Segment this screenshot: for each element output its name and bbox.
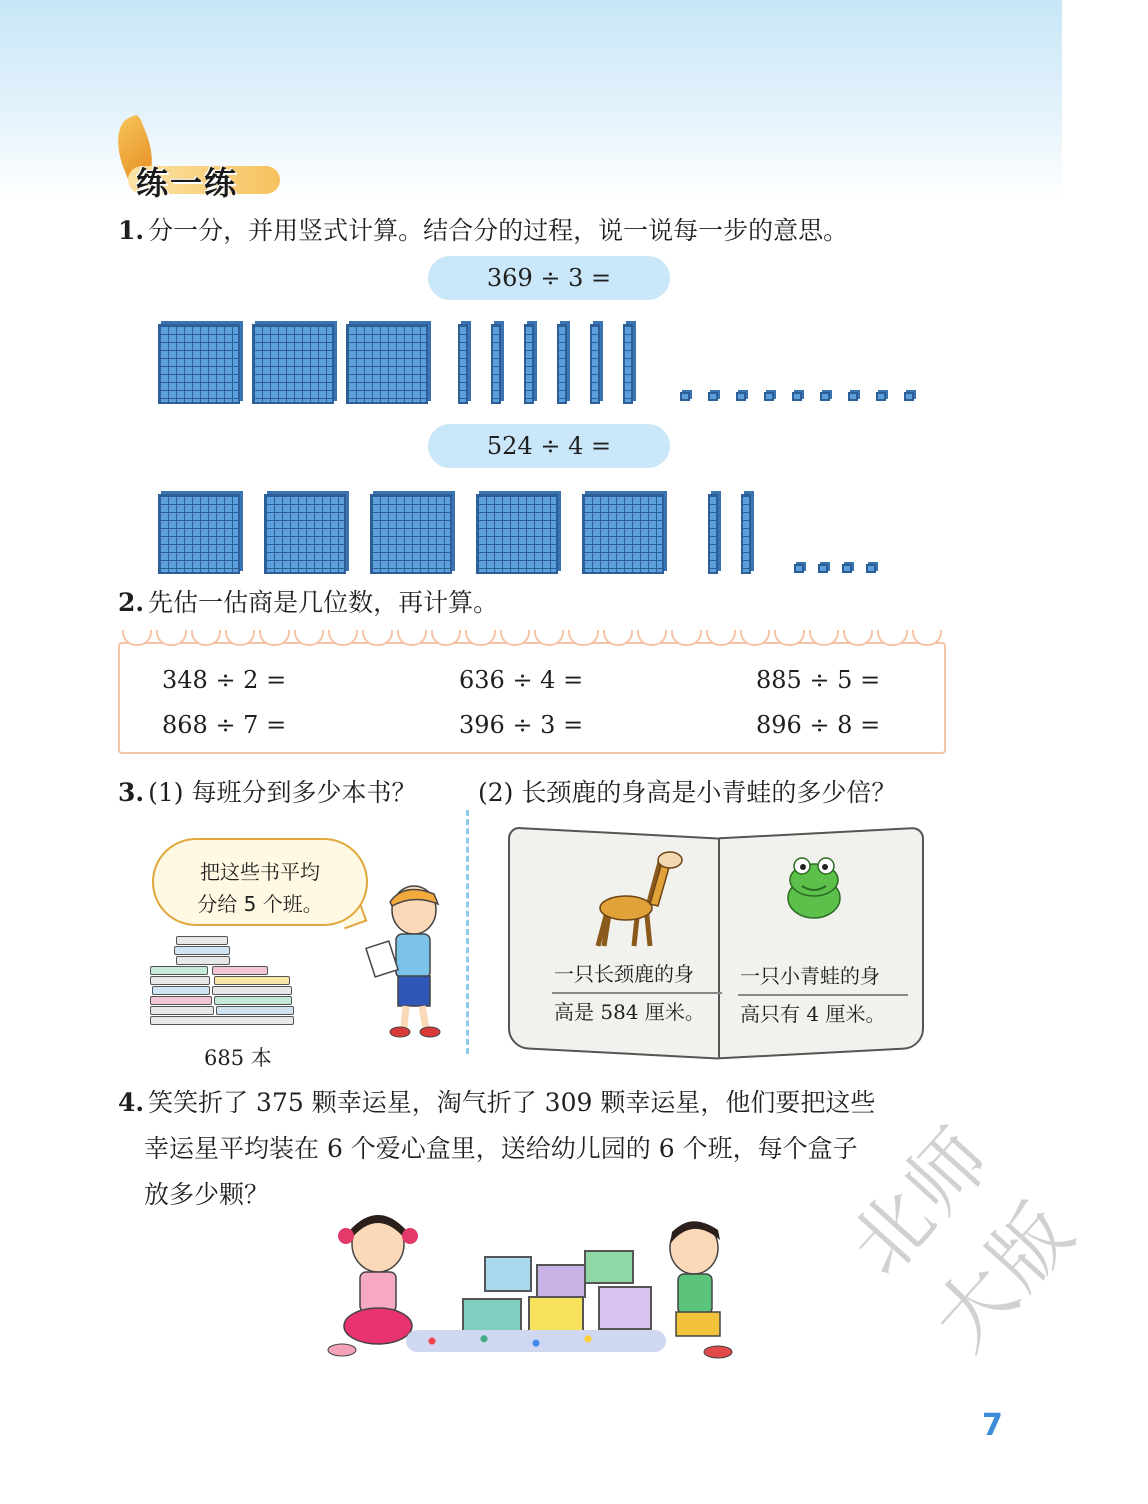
- question-3-part-1-text: (1) 每班分到多少本书？: [148, 778, 417, 807]
- unit-cube: [818, 564, 828, 573]
- question-1: [118, 214, 848, 248]
- equation: 896 ÷ 8 =: [756, 711, 881, 739]
- gift-box: [584, 1250, 634, 1284]
- hundred-block: [476, 494, 558, 574]
- book-stacks-illustration: [150, 936, 296, 1028]
- unit-cube: [736, 392, 746, 401]
- problem-a-pill: 369 ÷ 3 =: [428, 256, 670, 300]
- caption-rule: [738, 994, 908, 996]
- unit-cube: [842, 564, 852, 573]
- hundred-block: [582, 494, 664, 574]
- equation: 885 ÷ 5 =: [756, 666, 881, 694]
- hundred-block: [370, 494, 452, 574]
- gift-box: [536, 1264, 586, 1298]
- ten-rod: [458, 324, 468, 404]
- question-3-number: 3.: [118, 778, 145, 807]
- question-4-text-line-1: 笑笑折了 375 颗幸运星，淘气折了 309 颗幸运星，他们要把这些: [148, 1088, 876, 1117]
- caption-rule: [552, 992, 722, 994]
- unit-cube: [708, 392, 718, 401]
- boy-with-clipboard-illustration: [364, 880, 454, 1040]
- speech-line: 分给 5 个班。: [197, 892, 323, 916]
- hundred-block: [252, 324, 334, 404]
- equation: 396 ÷ 3 =: [459, 711, 584, 739]
- gift-box: [598, 1286, 652, 1330]
- speech-line: 把这些书平均: [200, 860, 320, 884]
- giraffe-caption-line-2: 高是 584 厘米。: [554, 1000, 705, 1024]
- publisher-watermark: 北师大版: [833, 1110, 1094, 1368]
- equation: 868 ÷ 7 =: [162, 711, 287, 739]
- ten-rod: [623, 324, 633, 404]
- question-2: [118, 586, 498, 620]
- ten-rod: [557, 324, 567, 404]
- hundred-block: [346, 324, 428, 404]
- equation: 348 ÷ 2 =: [162, 666, 287, 694]
- ten-rod: [590, 324, 600, 404]
- ten-rod: [741, 494, 751, 574]
- hundred-block: [158, 324, 240, 404]
- question-1-text: 分一分，并用竖式计算。结合分的过程，说一说每一步的意思。: [148, 216, 849, 245]
- question-4-line-2: 幸运星平均装在 6 个爱心盒里，送给幼儿园的 6 个班，每个盒子: [144, 1134, 858, 1163]
- open-book-illustration: [508, 832, 924, 1056]
- question-2-number: 2.: [118, 588, 145, 617]
- frame-scallop-border: [120, 630, 944, 646]
- unit-cube: [876, 392, 886, 401]
- unit-cube: [794, 564, 804, 573]
- page-number: 7: [982, 1408, 1003, 1443]
- ten-rod: [708, 494, 718, 574]
- books-count-label: 685 本: [204, 1046, 272, 1070]
- section-title: 练一练: [136, 164, 239, 202]
- question-4-line-3: 放多少颗？: [144, 1180, 270, 1209]
- unit-cube: [848, 392, 858, 401]
- ten-rod: [524, 324, 534, 404]
- unit-cube: [820, 392, 830, 401]
- column-divider: [466, 810, 469, 1054]
- giraffe-illustration: [578, 846, 688, 950]
- boy-illustration: [652, 1216, 742, 1366]
- section-heading: [112, 118, 282, 202]
- question-3-part-2: (2) 长颈鹿的身高是小青蛙的多少倍？: [478, 778, 897, 807]
- unit-cube: [792, 392, 802, 401]
- speech-bubble: [152, 838, 368, 926]
- hundred-block: [158, 494, 240, 574]
- frog-illustration: [774, 850, 854, 930]
- unit-cube: [866, 564, 876, 573]
- question-4-line-1: [118, 1086, 875, 1120]
- gift-box: [484, 1256, 532, 1292]
- frog-caption-line-2: 高只有 4 厘米。: [740, 1002, 886, 1026]
- unit-cube: [680, 392, 690, 401]
- hundred-block: [264, 494, 346, 574]
- lucky-stars-pile: [406, 1330, 666, 1352]
- question-4-number: 4.: [118, 1088, 145, 1117]
- frog-caption-line-1: 一只小青蛙的身: [740, 964, 880, 988]
- children-with-gift-boxes-illustration: [322, 1210, 742, 1366]
- giraffe-caption-line-1: 一只长颈鹿的身: [554, 962, 694, 986]
- unit-cube: [764, 392, 774, 401]
- question-1-number: 1.: [118, 216, 145, 245]
- unit-cube: [904, 392, 914, 401]
- question-2-text: 先估一估商是几位数，再计算。: [148, 588, 499, 617]
- problem-b-pill: 524 ÷ 4 =: [428, 424, 670, 468]
- ten-rod: [491, 324, 501, 404]
- question-3-part-1: [118, 776, 416, 810]
- equation: 636 ÷ 4 =: [459, 666, 584, 694]
